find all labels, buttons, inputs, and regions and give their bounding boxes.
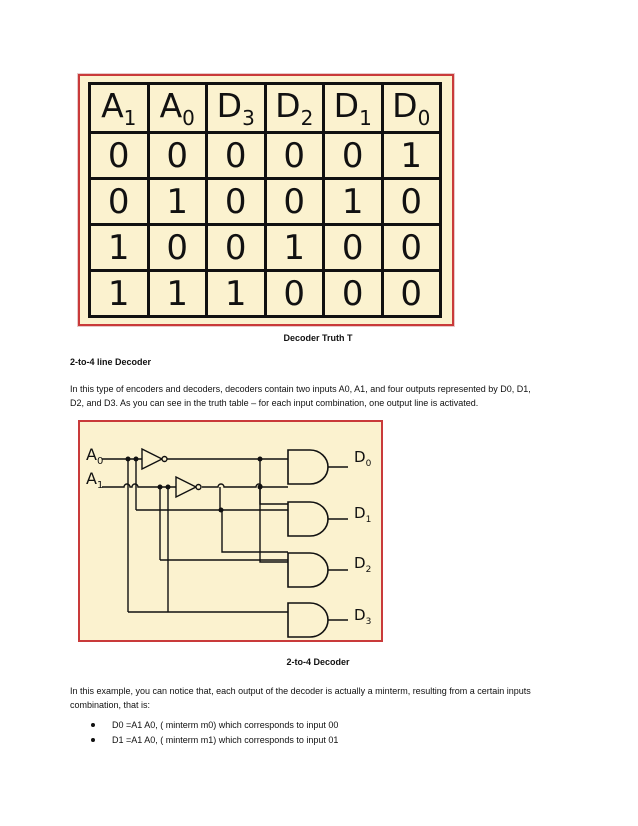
table-row	[90, 225, 441, 271]
table-cell: 1	[90, 271, 149, 317]
truth-table-caption: Decoder Truth T	[283, 333, 353, 343]
table-cell: 1	[207, 271, 266, 317]
junction-dot	[158, 485, 163, 490]
header-a0: $A_0$	[148, 84, 207, 133]
circuit-caption: 2-to-4 Decoder	[286, 657, 350, 667]
truth-table-header-row	[90, 84, 441, 133]
decoder-circuit-diagram	[80, 422, 381, 640]
table-cell: 1	[148, 271, 207, 317]
bullet-icon	[91, 738, 95, 742]
inverter-a1-bubble-icon	[196, 485, 201, 490]
and-gate-d1-icon	[288, 502, 328, 536]
inverter-a1-icon	[176, 477, 196, 497]
table-cell: 0	[90, 133, 149, 179]
truth-table-figure	[78, 74, 454, 326]
example-line-2: combination, that is:	[70, 700, 151, 710]
truth-table	[88, 82, 442, 318]
intro-line-2: D2, and D3. As you can see in the truth table – for each input combination, one output line is activated.	[70, 398, 479, 408]
junction-dot	[126, 457, 131, 462]
list-item: D1 =A1 A0, ( minterm m1) which corresponds to input 01	[91, 733, 338, 748]
table-cell: 0	[265, 271, 324, 317]
bullet-icon	[91, 723, 95, 727]
table-cell: 0	[148, 133, 207, 179]
output-d1-label: $D_1$	[354, 504, 372, 525]
input-a0-label: $A_0$	[86, 445, 104, 467]
table-cell: 0	[324, 225, 383, 271]
header-d1: $D_1$	[324, 84, 383, 133]
table-cell: 0	[382, 179, 441, 225]
and-gate-d3-icon	[288, 603, 328, 637]
table-row	[90, 271, 441, 317]
table-cell: 0	[207, 179, 266, 225]
table-cell: 0	[382, 271, 441, 317]
section-heading: 2-to-4 line Decoder	[70, 357, 152, 367]
decoder-circuit-figure	[78, 420, 383, 642]
table-cell: 0	[382, 225, 441, 271]
intro-paragraph	[70, 382, 570, 410]
table-cell: 0	[265, 133, 324, 179]
and-gate-d2-icon	[288, 553, 328, 587]
header-d2: $D_2$	[265, 84, 324, 133]
table-cell: 1	[382, 133, 441, 179]
table-cell: 0	[90, 179, 149, 225]
header-d3: $D_3$	[207, 84, 266, 133]
list-item: D0 =A1 A0, ( minterm m0) which corresponds to input 00	[91, 718, 338, 733]
junction-dot	[134, 457, 139, 462]
header-d0: $D_0$	[382, 84, 441, 133]
and-gate-d0-icon	[288, 450, 328, 484]
junction-dot	[166, 485, 171, 490]
inverter-a0-icon	[142, 449, 162, 469]
junction-dot	[258, 457, 263, 462]
table-cell: 0	[265, 179, 324, 225]
table-cell: 1	[265, 225, 324, 271]
table-row	[90, 179, 441, 225]
table-cell: 1	[324, 179, 383, 225]
example-line-1: In this example, you can notice that, each output of the decoder is actually a minterm, resulting from a certain inputs	[70, 686, 531, 696]
junction-dot	[258, 485, 263, 490]
example-paragraph	[70, 684, 570, 712]
output-d3-label: $D_3$	[354, 606, 372, 627]
table-cell: 1	[148, 179, 207, 225]
output-d0-label: $D_0$	[354, 448, 372, 469]
input-a1-label: $A_1$	[86, 469, 104, 491]
table-cell: 1	[90, 225, 149, 271]
table-cell: 0	[207, 133, 266, 179]
minterm-list	[91, 718, 338, 748]
table-cell: 0	[324, 133, 383, 179]
intro-line-1: In this type of encoders and decoders, decoders contain two inputs A0, A1, and four outputs represented by D0, D1,	[70, 384, 531, 394]
inverter-a0-bubble-icon	[162, 457, 167, 462]
header-a1: $A_1$	[90, 84, 149, 133]
table-cell: 0	[148, 225, 207, 271]
table-cell: 0	[324, 271, 383, 317]
table-row	[90, 133, 441, 179]
junction-dot	[219, 508, 224, 513]
output-d2-label: $D_2$	[354, 554, 372, 575]
table-cell: 0	[207, 225, 266, 271]
